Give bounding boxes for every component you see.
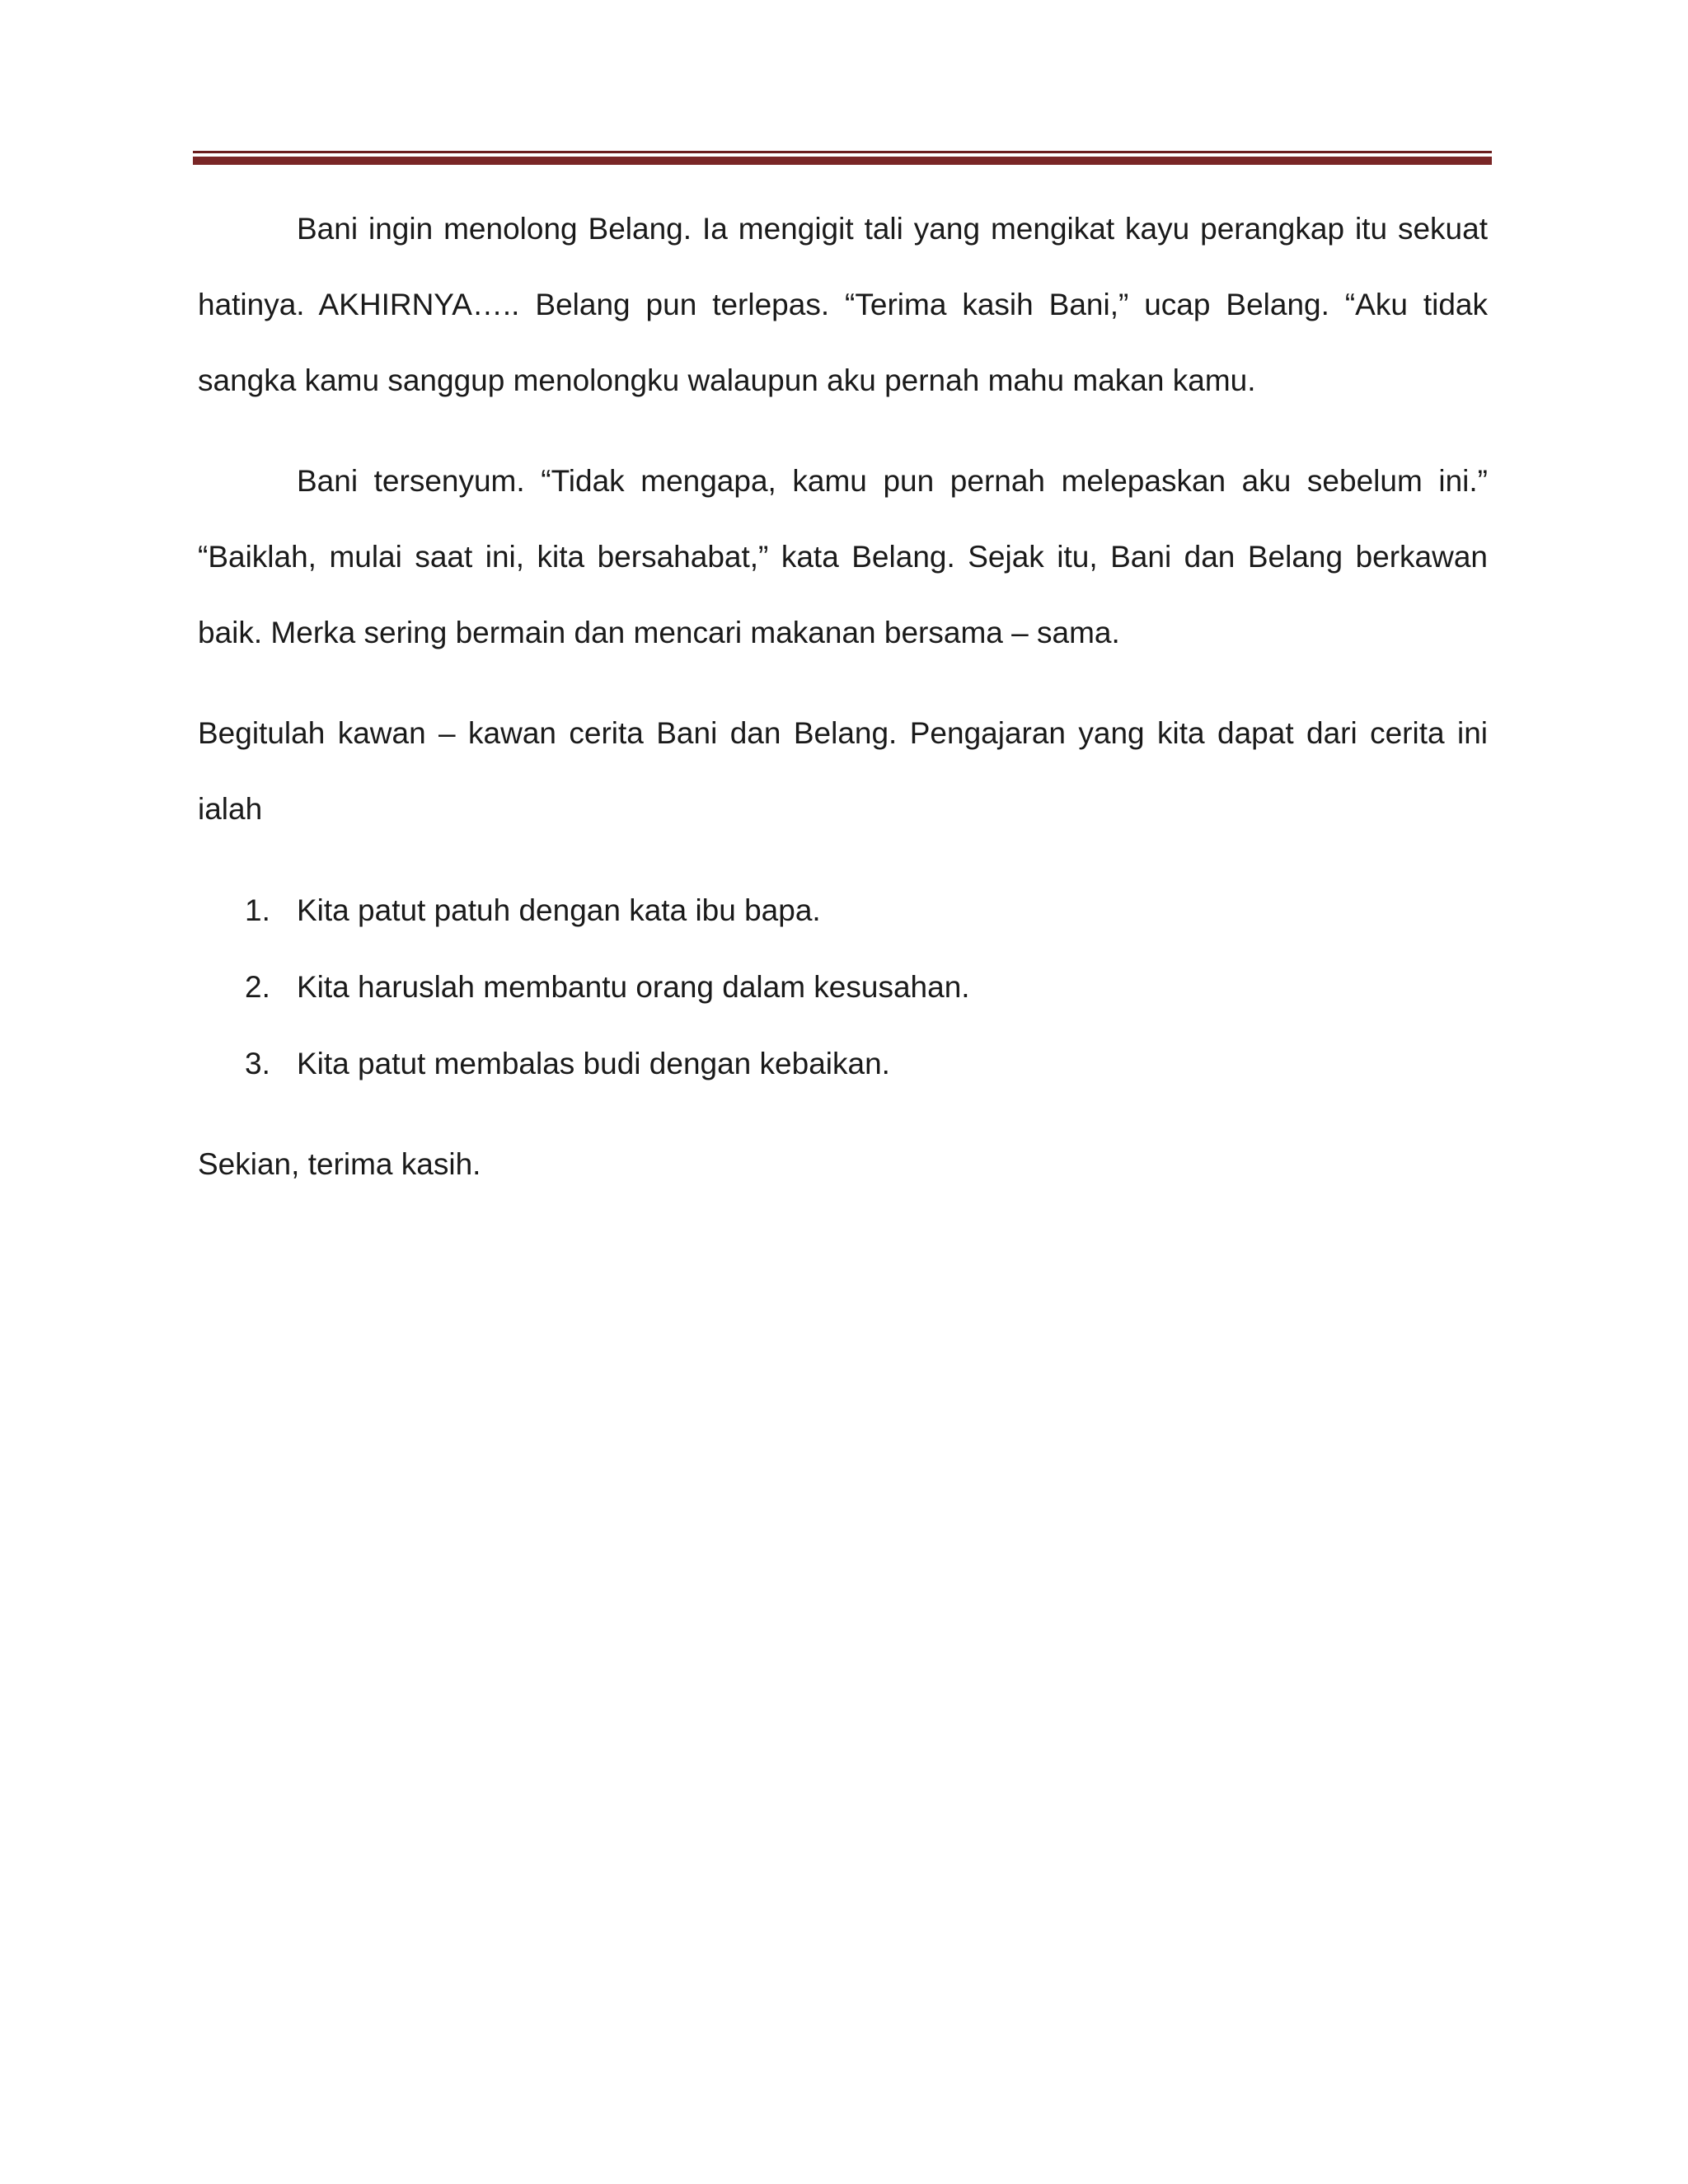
document-body [198, 191, 1488, 1202]
list-item-text: Kita patut membalas budi dengan kebaikan. [297, 1047, 890, 1080]
list-item-number: 2. [245, 970, 270, 1004]
list-item [198, 949, 1488, 1025]
list-item-number: 3. [245, 1047, 270, 1080]
paragraph-2: Bani tersenyum. “Tidak mengapa, kamu pun pernah melepaskan aku sebelum ini.” “Baiklah, mulai saat ini, kita bersahabat,” kata Belang. Sejak itu, Bani dan Belang berkawan baik. Merka sering bermain dan mencari makanan bersama – sama. [198, 464, 1488, 649]
paragraph-gap [198, 671, 1488, 696]
paragraph-gap [198, 1102, 1488, 1127]
header-rule-thick-line [193, 157, 1492, 165]
paragraph-3: Begitulah kawan – kawan cerita Bani dan Belang. Pengajaran yang kita dapat dari cerita ini ialah [198, 716, 1488, 826]
header-rule [193, 151, 1492, 166]
list-item-text: Kita haruslah membantu orang dalam kesusahan. [297, 970, 970, 1004]
paragraph-gap [198, 419, 1488, 443]
list-item [198, 872, 1488, 949]
list-item-number: 1. [245, 893, 270, 927]
closing-line: Sekian, terima kasih. [198, 1147, 481, 1181]
header-rule-thin-line [193, 151, 1492, 153]
lessons-list [198, 872, 1488, 1102]
paragraph-1: Bani ingin menolong Belang. Ia mengigit tali yang mengikat kayu perangkap itu sekuat hatinya. AKHIRNYA….. Belang pun terlepas. “Terima kasih Bani,” ucap Belang. “Aku tidak sangka kamu sanggup menolongku walaupun aku pernah mahu makan kamu. [198, 212, 1488, 397]
list-item [198, 1025, 1488, 1102]
list-item-text: Kita patut patuh dengan kata ibu bapa. [297, 893, 821, 927]
paragraph-gap [198, 847, 1488, 872]
